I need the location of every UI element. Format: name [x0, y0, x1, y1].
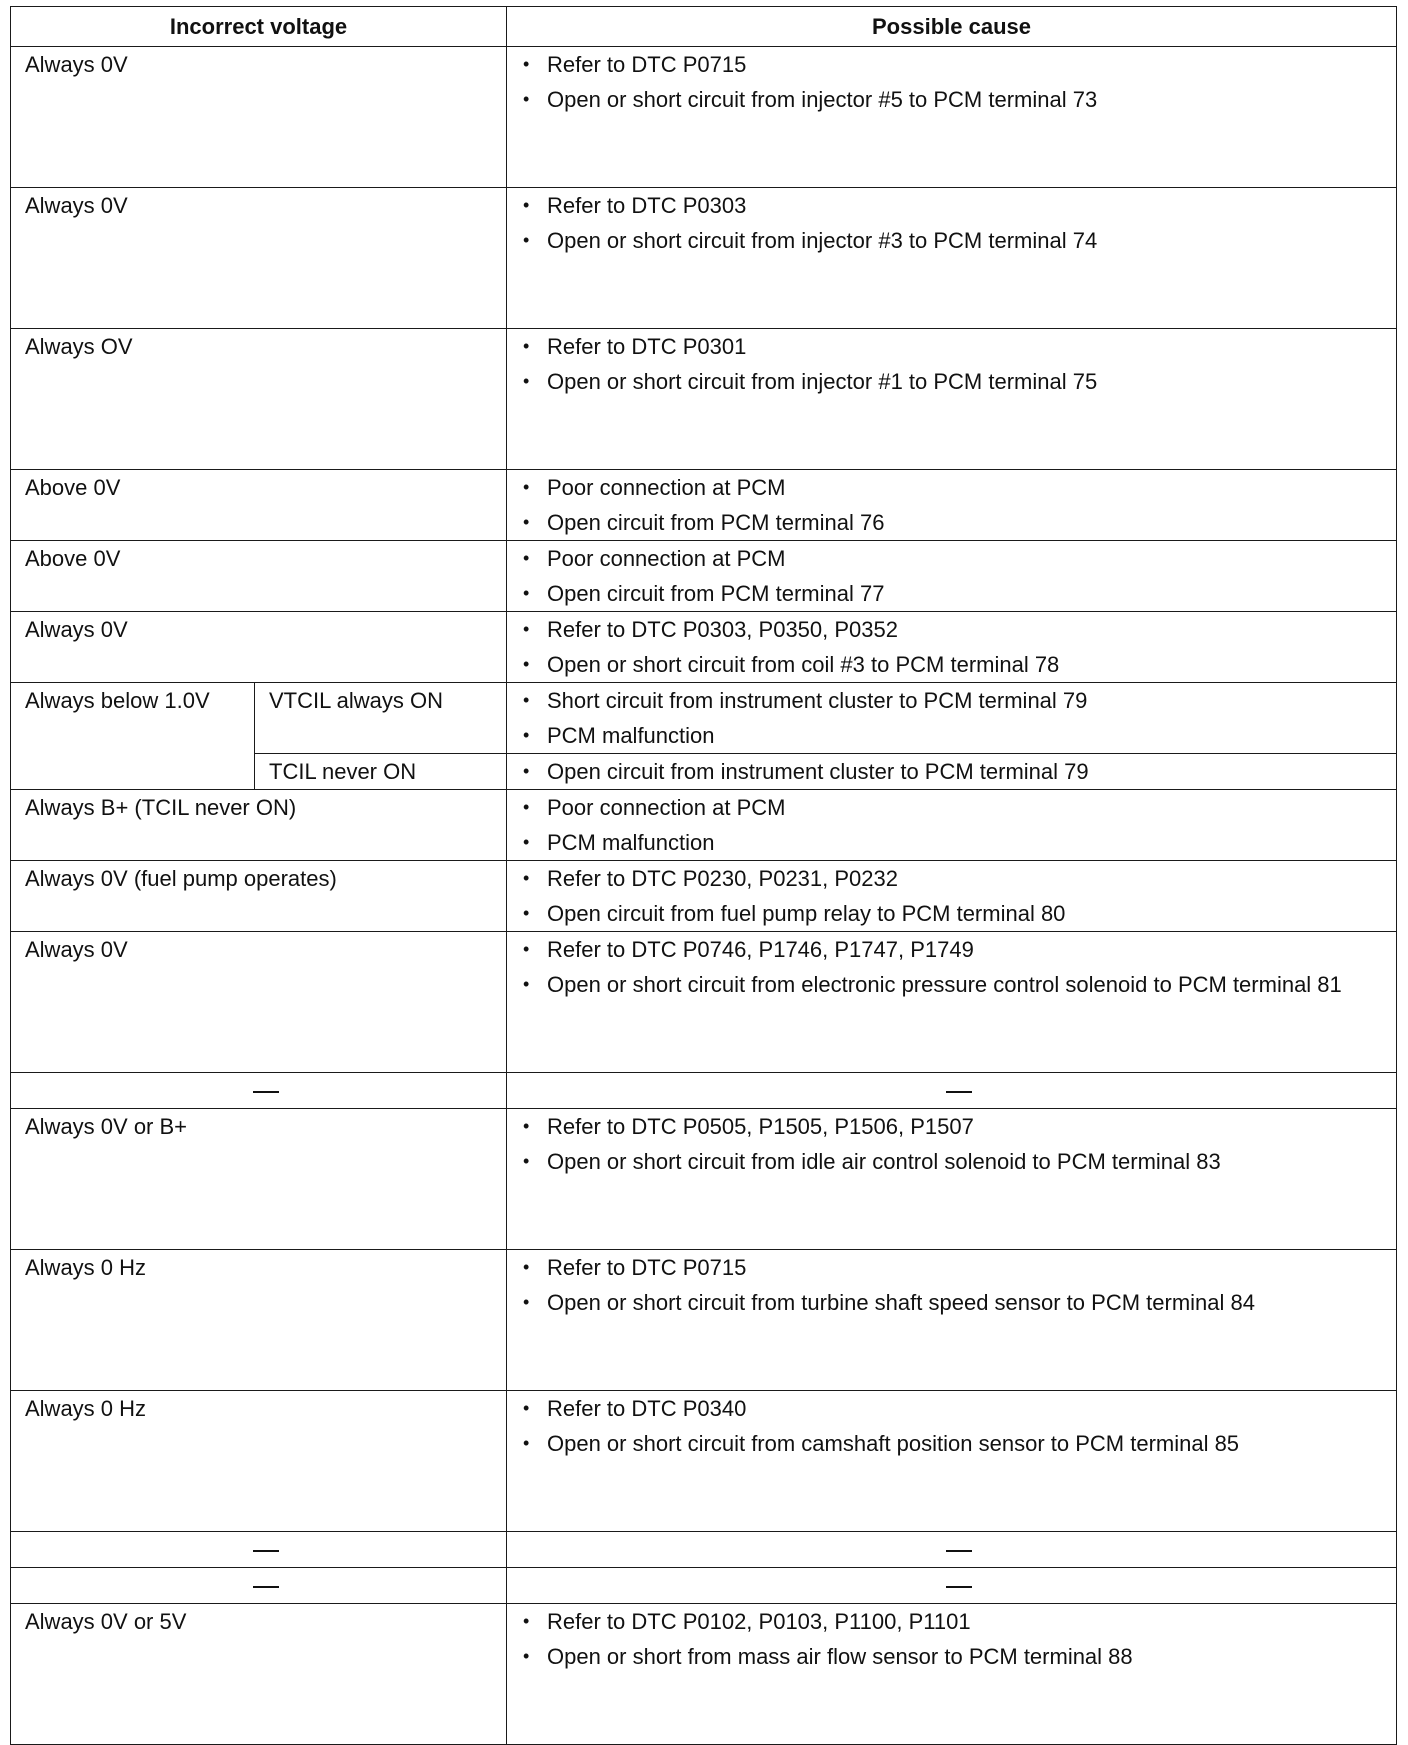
empty-cause-cell: [507, 1532, 1397, 1568]
empty-cause-cell: [507, 1073, 1397, 1109]
cause-item: • Short circuit from instrument cluster to PCM terminal 79: [521, 683, 1396, 718]
cause-item: • Refer to DTC P0102, P0103, P1100, P1101: [521, 1604, 1396, 1639]
voltage-cell: Always 0V: [11, 932, 507, 1073]
voltage-cell: Above 0V: [11, 470, 507, 541]
cause-item: • Open or short circuit from injector #1 to PCM terminal 75: [521, 364, 1396, 399]
cause-cell: [507, 612, 1397, 683]
cause-item: • Open or short circuit from injector #3 to PCM terminal 74: [521, 223, 1396, 258]
cause-cell: [507, 329, 1397, 470]
cause-cell: [507, 932, 1397, 1073]
voltage-cell: Always below 1.0V: [11, 683, 255, 790]
header-row: [11, 7, 1397, 47]
voltage-cell: Always 0V (fuel pump operates): [11, 861, 507, 932]
cause-cell: [507, 188, 1397, 329]
table-row: [11, 932, 1397, 1073]
cause-item: • Refer to DTC P0230, P0231, P0232: [521, 861, 1396, 896]
cause-cell: [507, 47, 1397, 188]
table-row: [11, 188, 1397, 329]
table-row: [11, 1250, 1397, 1391]
header-possible-cause: Possible cause: [507, 7, 1397, 47]
dash-mark: [946, 1550, 972, 1552]
cause-cell: [507, 683, 1397, 754]
cause-item: • Poor connection at PCM: [521, 541, 1396, 576]
cause-item: • Refer to DTC P0301: [521, 329, 1396, 364]
cause-item: • Refer to DTC P0746, P1746, P1747, P1749: [521, 932, 1396, 967]
dash-mark: [946, 1586, 972, 1588]
cause-cell: [507, 1250, 1397, 1391]
cause-item: • Refer to DTC P0340: [521, 1391, 1396, 1426]
cause-cell: [507, 790, 1397, 861]
table-row: [11, 612, 1397, 683]
empty-voltage-cell: [11, 1568, 507, 1604]
voltage-cell: Above 0V: [11, 541, 507, 612]
table-row: [11, 790, 1397, 861]
table-row: [11, 861, 1397, 932]
header-incorrect-voltage: Incorrect voltage: [11, 7, 507, 47]
dash-mark: [253, 1091, 279, 1093]
cause-item: • Poor connection at PCM: [521, 790, 1396, 825]
table-row: [11, 329, 1397, 470]
cause-item: • Open or short circuit from idle air control solenoid to PCM terminal 83: [521, 1144, 1396, 1179]
table-row: [11, 470, 1397, 541]
cause-item: • Open or short circuit from turbine shaft speed sensor to PCM terminal 84: [521, 1285, 1396, 1320]
voltage-cell: Always 0V or B+: [11, 1109, 507, 1250]
cause-item: • PCM malfunction: [521, 825, 1396, 860]
table-row: [11, 1604, 1397, 1745]
cause-item: • Open circuit from PCM terminal 77: [521, 576, 1396, 611]
cause-item: • Open or short circuit from camshaft position sensor to PCM terminal 85: [521, 1426, 1396, 1461]
voltage-cell: Always OV: [11, 329, 507, 470]
voltage-cell: Always 0V: [11, 47, 507, 188]
condition-cell: VTCIL always ON: [255, 683, 507, 754]
table-row: [11, 683, 1397, 754]
table-row: [11, 1109, 1397, 1250]
voltage-cell: Always 0 Hz: [11, 1391, 507, 1532]
cause-cell: [507, 1604, 1397, 1745]
cause-item: • Open or short circuit from injector #5 to PCM terminal 73: [521, 82, 1396, 117]
empty-row: [11, 1073, 1397, 1109]
empty-voltage-cell: [11, 1073, 507, 1109]
cause-item: • Open or short circuit from electronic pressure control solenoid to PCM terminal 81: [521, 967, 1396, 1002]
dash-mark: [946, 1091, 972, 1093]
cause-item: • Open or short circuit from coil #3 to PCM terminal 78: [521, 647, 1396, 682]
voltage-cell: Always 0 Hz: [11, 1250, 507, 1391]
cause-item: • Refer to DTC P0715: [521, 1250, 1396, 1285]
diagnosis-table: [10, 6, 1397, 1745]
cause-item: • Poor connection at PCM: [521, 470, 1396, 505]
empty-cause-cell: [507, 1568, 1397, 1604]
table-row: [11, 541, 1397, 612]
voltage-cell: Always 0V: [11, 612, 507, 683]
cause-item: • Open circuit from instrument cluster to PCM terminal 79: [521, 754, 1396, 789]
cause-item: • Refer to DTC P0303, P0350, P0352: [521, 612, 1396, 647]
empty-row: [11, 1532, 1397, 1568]
cause-item: • Refer to DTC P0303: [521, 188, 1396, 223]
dash-mark: [253, 1586, 279, 1588]
empty-voltage-cell: [11, 1532, 507, 1568]
cause-item: • PCM malfunction: [521, 718, 1396, 753]
cause-item: • Open circuit from PCM terminal 76: [521, 505, 1396, 540]
dash-mark: [253, 1550, 279, 1552]
cause-cell: [507, 754, 1397, 790]
cause-item: • Refer to DTC P0715: [521, 47, 1396, 82]
voltage-cell: Always 0V or 5V: [11, 1604, 507, 1745]
cause-cell: [507, 470, 1397, 541]
table-row: [11, 1391, 1397, 1532]
empty-row: [11, 1568, 1397, 1604]
voltage-cell: Always 0V: [11, 188, 507, 329]
cause-item: • Open or short from mass air flow sensor to PCM terminal 88: [521, 1639, 1396, 1674]
cause-cell: [507, 541, 1397, 612]
cause-cell: [507, 861, 1397, 932]
cause-item: • Open circuit from fuel pump relay to PCM terminal 80: [521, 896, 1396, 931]
table-row: [11, 47, 1397, 188]
cause-cell: [507, 1391, 1397, 1532]
cause-cell: [507, 1109, 1397, 1250]
condition-cell: TCIL never ON: [255, 754, 507, 790]
cause-item: • Refer to DTC P0505, P1505, P1506, P1507: [521, 1109, 1396, 1144]
voltage-cell: Always B+ (TCIL never ON): [11, 790, 507, 861]
